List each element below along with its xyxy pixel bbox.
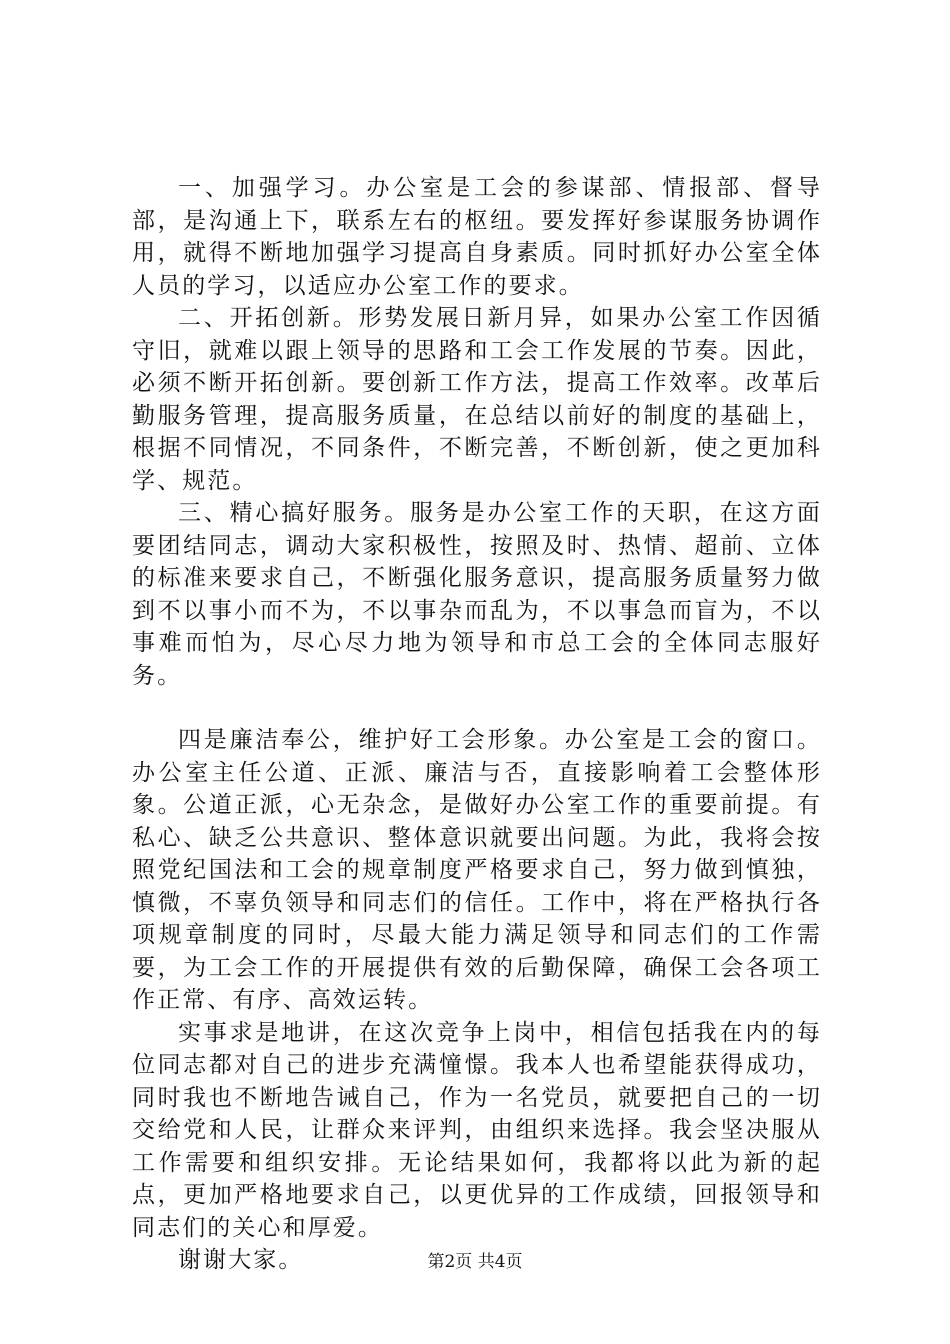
paragraph-spacer	[132, 692, 822, 724]
paragraph-thanks: 谢谢大家。	[178, 1247, 304, 1273]
paragraph-study: 一、加强学习。办公室是工会的参谋部、情报部、督导部，是沟通上下，联系左右的枢纽。要发挥好参谋服务协调作用，就得不断地加强学习提高自身素质。同时抓好办公室全体人员的学习，以适应办公室工作的要求。	[132, 175, 822, 299]
paragraph-conclusion: 实事求是地讲，在这次竞争上岗中，相信包括我在内的每位同志都对自己的进步充满憧憬。我本人也希望能获得成功，同时我也不断地告诫自己，作为一名党员，就要把自己的一切交给党和人民，让群众来评判，由组织来选择。我会坚决服从工作需要和组织安排。无论结果如何，我都将以此为新的起点，更加严格地要求自己，以更优异的工作成绩，回报领导和同志们的关心和厚爱。	[132, 1019, 822, 1241]
paragraph-innovation: 二、开拓创新。形势发展日新月异，如果办公室工作因循守旧，就难以跟上领导的思路和工会工作发展的节奏。因此，必须不断开拓创新。要创新工作方法，提高工作效率。改革后勤服务管理，提高服务质量，在总结以前好的制度的基础上，根据不同情况，不同条件，不断完善，不断创新，使之更加科学、规范。	[132, 305, 822, 494]
paragraph-integrity: 四是廉洁奉公，维护好工会形象。办公室是工会的窗口。办公室主任公道、正派、廉洁与否，直接影响着工会整体形象。公道正派，心无杂念，是做好办公室工作的重要前提。有私心、缺乏公共意识、整体意识就要出问题。为此，我将会按照党纪国法和工会的规章制度严格要求自己，努力做到慎独，慎微，不辜负领导和同志们的信任。工作中，将在严格执行各项规章制度的同时，尽最大能力满足领导和同志们的工作需要，为工会工作的开展提供有效的后勤保障，确保工会各项工作正常、有序、高效运转。	[132, 727, 822, 1013]
paragraph-service: 三、精心搞好服务。服务是办公室工作的天职，在这方面要团结同志，调动大家积极性，按照及时、热情、超前、立体的标准来要求自己，不断强化服务意识，提高服务质量努力做到不以事小而不为，不以事杂而乱为，不以事急而盲为，不以事难而怕为，尽心尽力地为领导和市总工会的全体同志服好务。	[132, 500, 822, 689]
document-body	[132, 172, 822, 1277]
page-number-footer: 第2页 共4页	[427, 1252, 523, 1272]
